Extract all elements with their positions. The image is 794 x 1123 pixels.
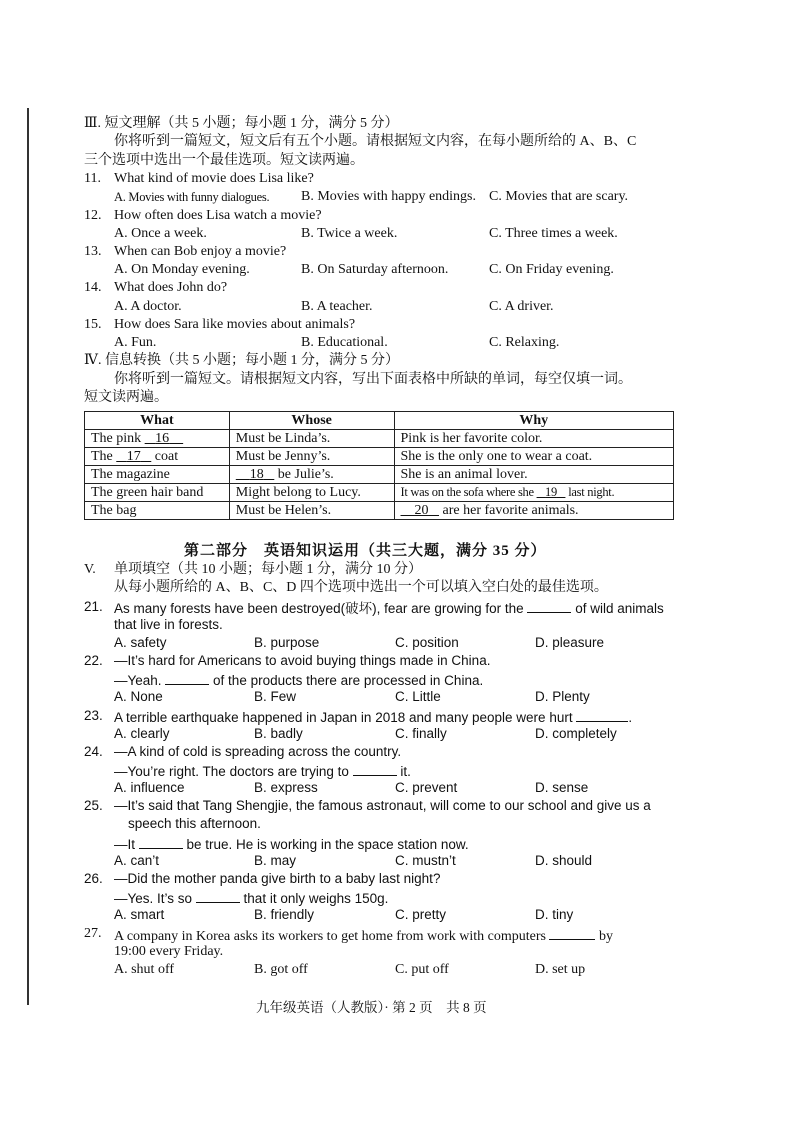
blank-16: 16 [155, 431, 170, 446]
section-5-title: 单项填空（共 10 小题；每小题 1 分，满分 10 分） [114, 562, 422, 577]
section-4-instructions-2: 短文读两遍。 [84, 390, 168, 405]
table-row: The pink 16 Must be Linda’s. Pink is her favorite color. [85, 430, 674, 448]
section-4-instructions-1: 你将听到一篇短文。请根据短文内容，写出下面表格中所缺的单词，每空仅填一词。 [114, 372, 632, 387]
answer-blank [527, 598, 571, 613]
section-3-instructions-1: 你将听到一篇短文，短文后有五个小题。请根据短文内容，在每小题所给的 A、B、C [114, 134, 637, 149]
section-5-instructions: 从每小题所给的 A、B、C、D 四个选项中选出一个可以填入空白处的最佳选项。 [114, 580, 608, 595]
blank-19: 19 [545, 485, 557, 499]
table-header-row [85, 412, 674, 430]
answer-blank [139, 834, 183, 849]
page-footer: 九年级英语（人教版）· 第 2 页 共 8 页 [256, 1000, 487, 1015]
table-row: The 17 coat Must be Jenny’s. She is the only one to wear a coat. [85, 448, 674, 466]
answer-blank [165, 670, 209, 685]
section-4-title: Ⅳ. 信息转换（共 5 小题；每小题 1 分，满分 5 分） [84, 353, 399, 368]
blank-17: 17 [126, 449, 141, 464]
table-row: The bag Must be Helen’s. 20 are her favorite animals. [85, 502, 674, 520]
info-table [84, 411, 674, 520]
margin-line [27, 108, 29, 1005]
blank-20: 20 [414, 503, 429, 518]
answer-blank [549, 925, 595, 940]
section-5-number: V. [84, 562, 96, 577]
header-whose: Whose [229, 412, 394, 430]
section-3-instructions-2: 三个选项中选出一个最佳选项。短文读两遍。 [84, 153, 364, 168]
part-2-heading: 第二部分 英语知识运用（共三大题，满分 35 分） [184, 543, 547, 559]
answer-blank [196, 888, 240, 903]
header-what: What [85, 412, 230, 430]
table-row: The magazine 18 be Julie’s. She is an animal lover. [85, 466, 674, 484]
table-row: The green hair band Might belong to Lucy. It was on the sofa where she 19 last night. [85, 484, 674, 502]
answer-blank [353, 761, 397, 776]
header-why: Why [394, 412, 673, 430]
section-3-title: Ⅲ. 短文理解（共 5 小题；每小题 1 分，满分 5 分） [84, 116, 399, 131]
blank-18: 18 [249, 467, 264, 482]
answer-blank [576, 707, 628, 722]
